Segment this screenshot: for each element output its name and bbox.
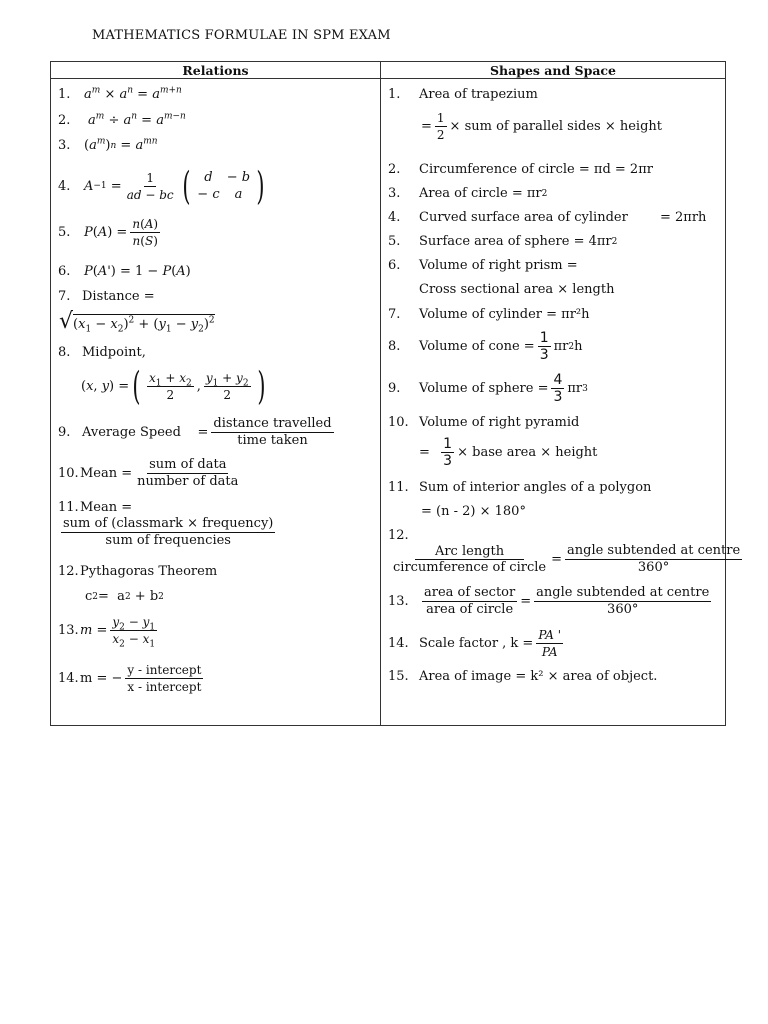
header-relations: Relations	[51, 62, 381, 79]
shape-3-area-of-circle: 3. Area of circle = πr 2	[388, 186, 548, 201]
relation-4-inverse-matrix: 4. A −1 = $\frac{1}{ad - bc}$ ( d − b − c a )	[58, 164, 265, 208]
header-shapes-and-space: Shapes and Space	[381, 62, 726, 79]
document-title: MATHEMATICS FORMULAE IN SPM EXAM	[92, 28, 391, 43]
trapezium-formula: = $\frac{1}{2}$ × sum of parallel sides × height	[421, 111, 662, 142]
pythagoras-formula: c 2 = a 2 + b 2	[85, 589, 164, 604]
mean-frequency-formula: $\frac{\text{sum of (classmark × frequency)}}{\text{sum of frequencies}}$	[63, 516, 274, 548]
arc-length-formula: $\frac{\text{Arc length}}{\text{circumference of circle}}$ = $\frac{\text{angle subtended at centre}}{360^\circ}$	[393, 543, 741, 575]
relation-5-probability: 5. P ( A ) = $\frac{n(A)}{n(S)}$	[58, 217, 159, 248]
relation-9-average-speed: 9. Average Speed = $\frac{\text{distance travelled}}{\text{time taken}}$	[58, 416, 332, 448]
shape-4-cylinder-surface: 4. Curved surface area of cylinder = 2πrh	[388, 210, 707, 225]
relation-11-mean-frequency: 11. Mean =	[58, 500, 133, 515]
shape-12-arc-length: 12.	[388, 528, 409, 543]
shape-2-circumference: 2. Circumference of circle = πd = 2πr	[388, 162, 653, 177]
relation-7-distance: 7. Distance =	[58, 289, 155, 304]
shape-15-area-of-image: 15. Area of image = k² × area of object.	[388, 669, 658, 684]
relation-8-midpoint: 8. Midpoint,	[58, 345, 146, 360]
relation-14-gradient-intercept: 14. m = − $\frac{\text{y - intercept}}{\text{x - intercept}}$	[58, 663, 202, 694]
relation-13-gradient: 13. m = $\frac{y_2 - y_1}{x_2 - x_1}$	[58, 615, 156, 650]
midpoint-formula: ( x , y ) = ( $\frac{x_1 + x_2}{2}$ , $\frac{y_1 + y_2}{2}$ )	[81, 364, 266, 408]
table-body-row	[51, 79, 726, 726]
formula-table	[50, 61, 741, 726]
shape-13-sector-area: 13. $\frac{\text{area of sector}}{\text{area of circle}}$ = $\frac{\text{angle subtended at centre}}{360^\circ}$	[388, 585, 710, 617]
relation-3: 3. ( $a^m$ ) n = $a^{mn}$	[58, 136, 158, 153]
shape-8-cone-volume: 8. Volume of cone = $\frac{1}{3}$ πr 2 h	[388, 330, 583, 363]
polygon-angles-formula: = (n - 2) × 180°	[421, 504, 526, 519]
shape-14-scale-factor: 14. Scale factor , k = $\frac{PA '}{PA}$	[388, 628, 562, 659]
shape-7-cylinder-volume: 7. Volume of cylinder = πr²h	[388, 307, 590, 322]
relation-1: 1. $a^m$ × $a^n$ = $a^{m+n}$	[58, 85, 182, 102]
distance-formula: √ $(x_1 - x_2)^2 + (y_1 - y_2)^2$	[59, 309, 215, 335]
shape-5-sphere-surface: 5. Surface area of sphere = 4πr 2	[388, 234, 618, 249]
shapes-and-space-cell	[381, 79, 741, 726]
shape-6-right-prism: 6. Volume of right prism =	[388, 258, 578, 273]
relation-2: 2. $a^m$ ÷ $a^n$ = $a^{m-n}$	[58, 111, 186, 128]
right-pyramid-formula: = $\frac{1}{3}$ × base area × height	[419, 436, 598, 469]
table-header-row	[51, 62, 726, 79]
shape-10-right-pyramid: 10. Volume of right pyramid	[388, 415, 580, 430]
shape-11-polygon-angles: 11. Sum of interior angles of a polygon	[388, 480, 652, 495]
shape-9-sphere-volume: 9. Volume of sphere = $\frac{4}{3}$ πr 3	[388, 372, 588, 405]
right-prism-formula: Cross sectional area × length	[419, 282, 615, 297]
shape-1-trapezium: 1. Area of trapezium	[388, 87, 538, 102]
relation-10-mean: 10. Mean = $\frac{\text{sum of data}}{\text{number of data}}$	[58, 457, 239, 489]
relation-6-complement: 6. P ( A ') = 1 − P ( A )	[58, 264, 191, 279]
relations-cell	[51, 79, 381, 726]
relation-12-pythagoras: 12. Pythagoras Theorem	[58, 564, 218, 579]
